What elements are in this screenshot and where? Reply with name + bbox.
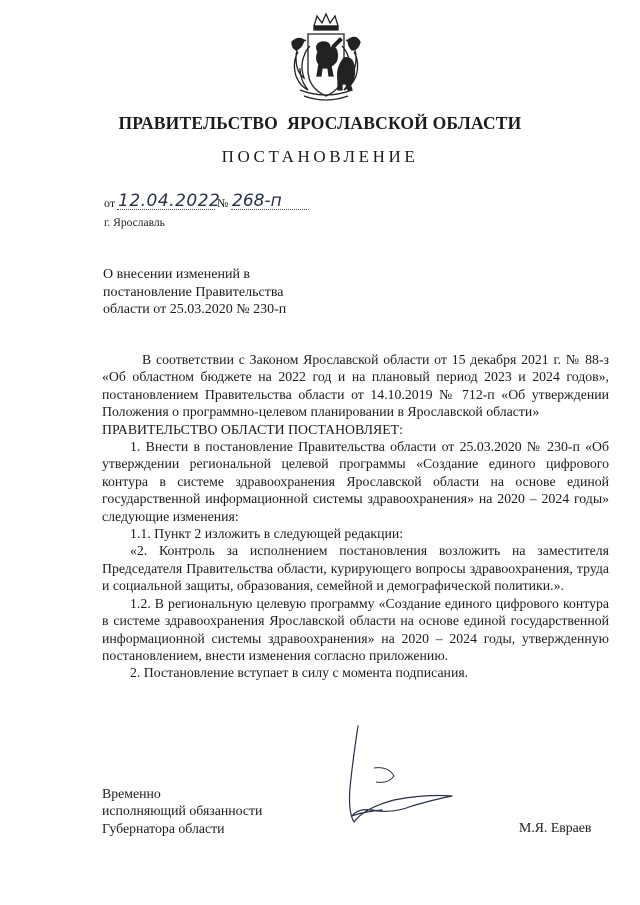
- number-label: №: [217, 196, 229, 210]
- document-subject: [103, 266, 333, 319]
- signer-position-line: Губернатора области: [102, 820, 225, 836]
- item-2-paragraph: 2. Постановление вступает в силу с момента подписания.: [130, 665, 469, 681]
- signer-position: [102, 785, 262, 837]
- resolution-heading: ПРАВИТЕЛЬСТВО ОБЛАСТИ ПОСТАНОВЛЯЕТ:: [102, 421, 403, 437]
- subject-line: постановление Правительства: [103, 284, 284, 300]
- signer-name: М.Я. Евраев: [519, 820, 592, 835]
- item-1-2-paragraph: 1.2. В региональную целевую программу «Создание единого цифрового контура в системе здравоохранения Ярославской области на основе единой государственной информационной системы здравоохранения» на 2020 – 2024 годы, утвержденную постановлением, внести изменения согласно приложению.: [102, 595, 609, 663]
- coat-of-arms-icon: [282, 12, 370, 104]
- item-1-paragraph: 1. Внести в постановление Правительства области от 25.03.2020 № 230-п «Об утверждении региональной целевой программы «Создание единого цифрового контура в системе здравоохранения Ярославской области на основе единой государственной информационной системы здравоохранения» на 2020 – 2024 годы» следующие изменения:: [102, 439, 609, 524]
- item-1-1-quote-paragraph: «2. Контроль за исполнением постановления возложить на заместителя Председателя Правительства области, курирующего вопросы здравоохранения, труда и социальной защиты, образования, семейной и демографической политики.».: [102, 543, 609, 594]
- date-label: от: [104, 196, 116, 210]
- document-date: 12.04.2022: [118, 191, 221, 211]
- document-number: 268-п: [232, 191, 282, 211]
- preamble-paragraph: В соответствии с Законом Ярославской области от 15 декабря 2021 г. № 88-з «Об областном бюджете на 2022 год и на плановый период 2023 и 2024 годов», постановлением Правительства области от 14.10.2019 № 712-п «Об утверждении Положения о программно-целевом планировании в Ярославской области»: [102, 352, 609, 420]
- subject-line: области от 25.03.2020 № 230-п: [103, 302, 287, 317]
- government-title: ПРАВИТЕЛЬСТВО ЯРОСЛАВСКОЙ ОБЛАСТИ: [118, 113, 522, 133]
- document-body: [102, 351, 609, 682]
- city-label: г. Ярославль: [104, 217, 165, 229]
- signer-position-line: исполняющий обязанности: [102, 803, 263, 819]
- handwritten-signature: [338, 722, 478, 832]
- registration-line: [104, 191, 282, 214]
- signer-position-line: Временно: [102, 786, 161, 801]
- item-1-1-paragraph: 1.1. Пункт 2 изложить в следующей редакции:: [130, 526, 404, 542]
- subject-line: О внесении изменений в: [103, 267, 251, 282]
- document-type: ПОСТАНОВЛЕНИЕ: [221, 147, 419, 166]
